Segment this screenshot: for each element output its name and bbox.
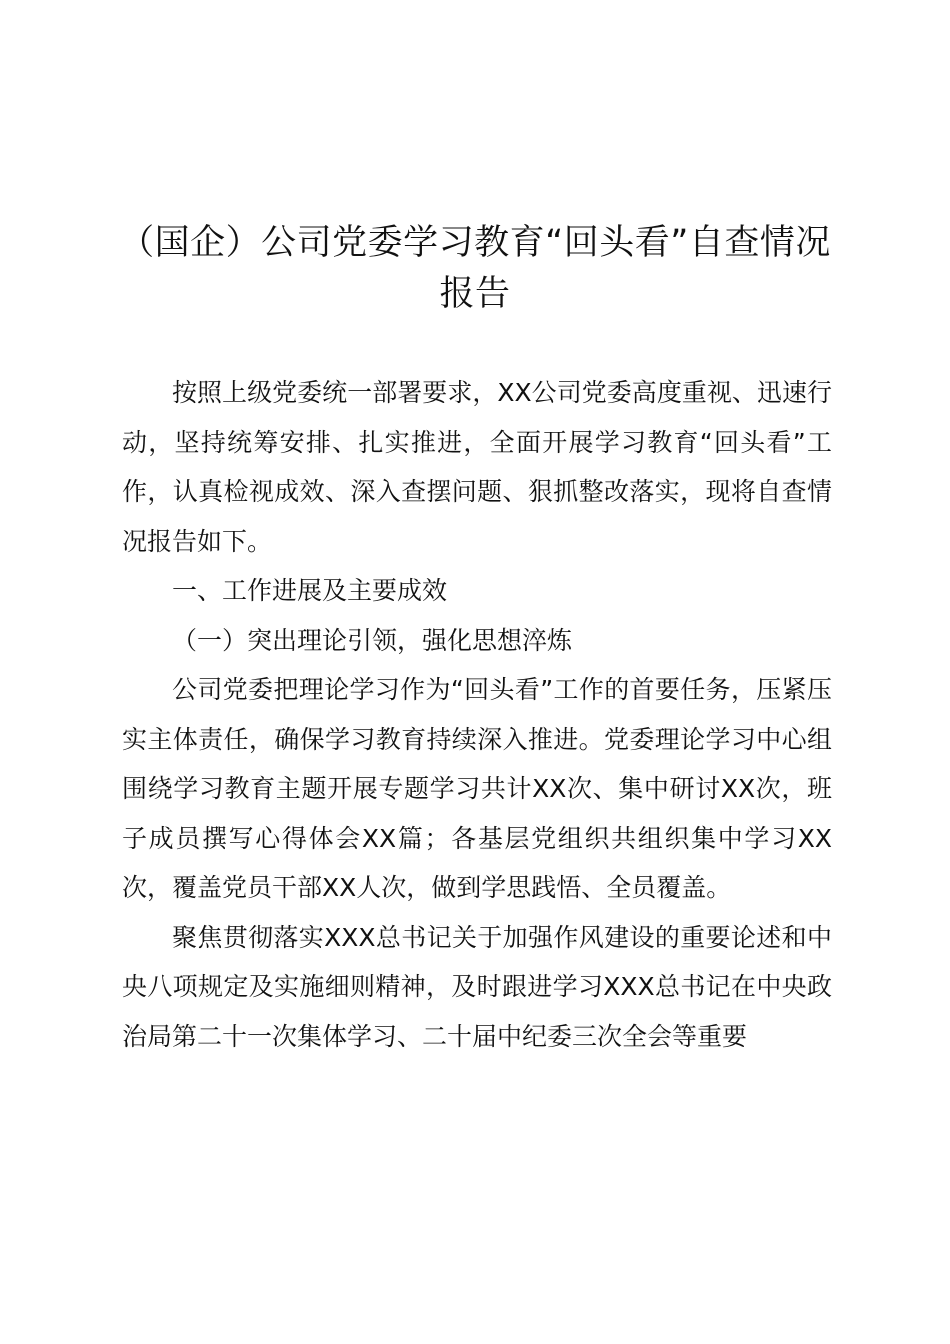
subsection-heading: （一）突出理论引领，强化思想淬炼 bbox=[172, 625, 573, 655]
body-paragraph: 聚焦贯彻落实XXX总书记关于加强作风建设的重要论述和中央八项规定及实施细则精神，及时跟进学习XXX总书记在中央政治局第二十一次集体学习、二十届中纪委三次全会等重要 bbox=[122, 922, 832, 1051]
section-heading: 一、工作进展及主要成效 bbox=[172, 576, 448, 605]
body-paragraph: 公司党委把理论学习作为“回头看”工作的首要任务，压紧压实主体责任，确保学习教育持续深入推进。党委理论学习中心组围绕学习教育主题开展专题学习共计XX次、集中研讨XX次，班子成员撰写心得体会XX篇；各基层党组织共组织集中学习XX次，覆盖党员干部XX人次，做到学思践悟、全员覆盖。 bbox=[122, 675, 832, 902]
document-title: （国企）公司党委学习教育“回头看”自查情况报告 bbox=[119, 223, 831, 314]
document-body bbox=[122, 368, 832, 1061]
intro-paragraph: 按照上级党委统一部署要求，XX公司党委高度重视、迅速行动，坚持统筹安排、扎实推进，全面开展学习教育“回头看”工作，认真检视成效、深入查摆问题、狠抓整改落实，现将自查情况报告如下。 bbox=[122, 378, 832, 556]
